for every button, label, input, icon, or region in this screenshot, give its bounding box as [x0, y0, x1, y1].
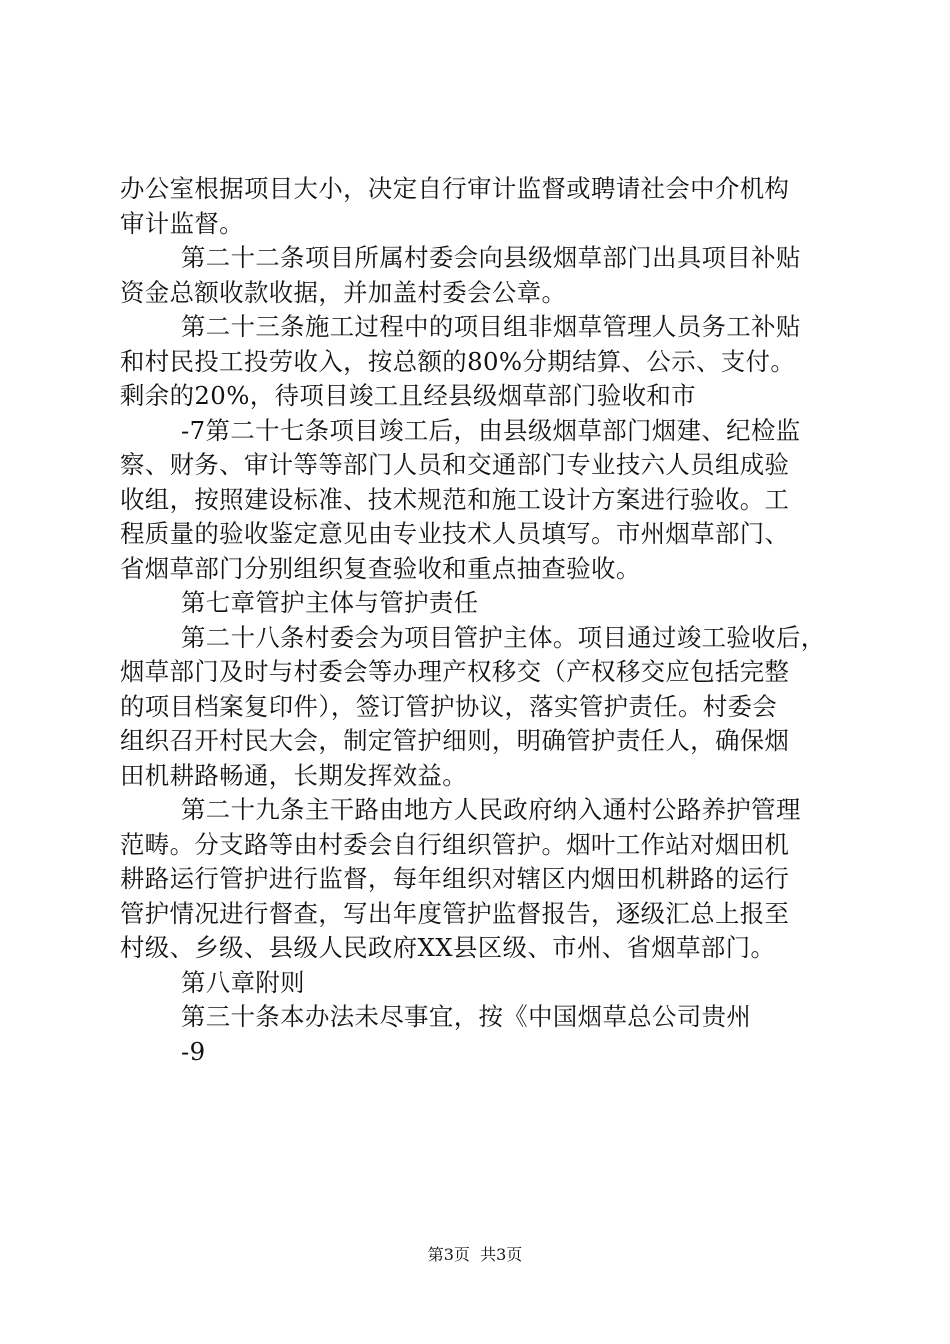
text-line: 剩余的20%，待项目竣工且经县级烟草部门验收和市: [120, 381, 697, 410]
text-line: 第七章管护主体与管护责任: [181, 588, 479, 617]
text-line: 第八章附则: [181, 967, 305, 997]
text-line: 办公室根据项目大小，决定自行审计监督或聘请社会中介机构: [120, 174, 790, 203]
text-line: 审计监督。: [120, 208, 244, 238]
text-line: 的项目档案复印件），签订管护协议，落实管护责任。村委会: [120, 691, 778, 721]
text-line: -7第二十七条项目竣工后，由县级烟草部门烟建、纪检监: [181, 415, 801, 445]
text-line: 田机耕路畅通，长期发挥效益。: [120, 760, 468, 790]
text-line: 烟草部门及时与村委会等办理产权移交（产权移交应包括完整: [120, 657, 790, 686]
text-line: 第二十八条村委会为项目管护主体。项目通过竣工验收后，: [181, 622, 826, 652]
text-line: 和村民投工投劳收入，按总额的80%分期结算、公示、支付。: [120, 346, 796, 376]
text-line: -9: [181, 1036, 206, 1066]
text-line: 范畴。分支路等由村委会自行组织管护。烟叶工作站对烟田机: [120, 829, 790, 859]
text-line: 第二十三条施工过程中的项目组非烟草管理人员务工补贴: [181, 312, 801, 341]
text-line: 察、财务、审计等等部门人员和交通部门专业技六人员组成验: [120, 450, 790, 479]
text-line: 收组，按照建设标准、技术规范和施工设计方案进行验收。工: [120, 484, 790, 514]
document-body: [120, 172, 840, 1069]
page-footer: 第3页 共3页: [427, 1245, 523, 1264]
text-line: 耕路运行管护进行监督，每年组织对辖区内烟田机耕路的运行: [120, 864, 790, 893]
text-line: 第二十九条主干路由地方人民政府纳入通村公路养护管理: [181, 795, 801, 824]
text-line: 第三十条本办法未尽事宜，按《中国烟草总公司贵州: [181, 1002, 752, 1031]
text-line: 管护情况进行督查，写出年度管护监督报告，逐级汇总上报至: [120, 898, 790, 928]
text-line: 组织召开村民大会，制定管护细则，明确管护责任人，确保烟: [120, 726, 790, 755]
text-line: 省烟草部门分别组织复查验收和重点抽查验收。: [120, 553, 641, 583]
text-line: 程质量的验收鉴定意见由专业技术人员填写。市州烟草部门、: [120, 519, 790, 548]
text-line: 第二十二条项目所属村委会向县级烟草部门出具项目补贴: [181, 243, 801, 272]
text-line: 资金总额收款收据，并加盖村委会公章。: [120, 277, 567, 307]
text-line: 村级、乡级、县级人民政府XX县区级、市州、省烟草部门。: [120, 933, 776, 962]
